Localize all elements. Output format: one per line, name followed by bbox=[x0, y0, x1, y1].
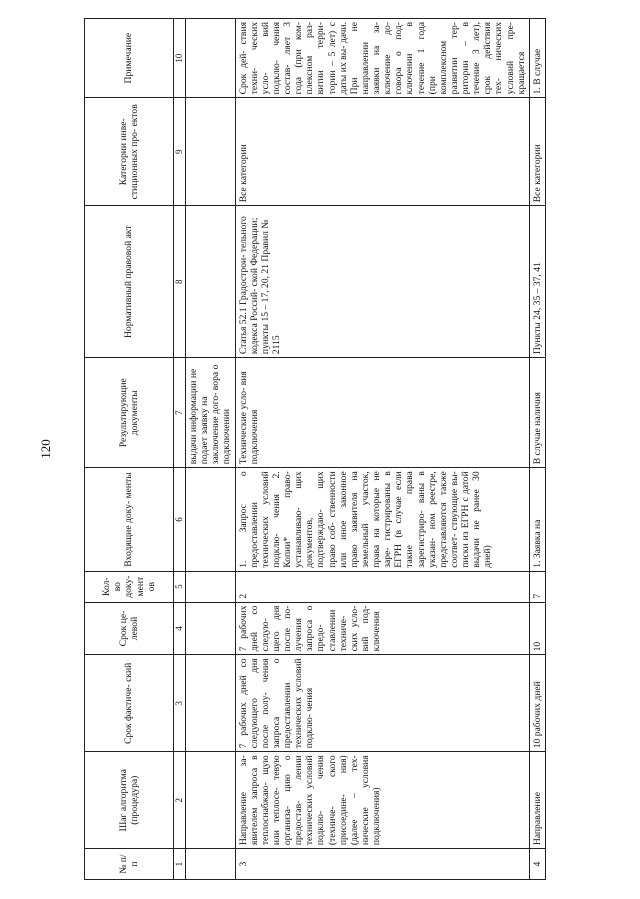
table-cell bbox=[186, 571, 236, 602]
row4-legal-act: Пункты 24, 35 – 37, 41 bbox=[529, 206, 545, 358]
row3-num: 3 bbox=[235, 849, 529, 880]
column-number: 9 bbox=[174, 98, 186, 206]
column-number: 8 bbox=[174, 206, 186, 358]
table-cell bbox=[186, 206, 236, 358]
row4-input-docs: 1. Заявка на bbox=[529, 468, 545, 571]
header-cell-target-term: Срок це- левой bbox=[85, 602, 174, 655]
header-cell-num: № п/п bbox=[85, 849, 174, 880]
column-number: 5 bbox=[174, 571, 186, 602]
rotated-table-container bbox=[84, 18, 556, 880]
header-cell-legal-act: Нормативный правовой акт bbox=[85, 206, 174, 358]
column-number: 10 bbox=[174, 19, 186, 98]
table-cell bbox=[186, 19, 236, 98]
header-cell-note: Примечание bbox=[85, 19, 174, 98]
table-cell bbox=[186, 655, 236, 752]
continuation-row bbox=[186, 19, 236, 880]
header-cell-category: Категории инве- стиционных про- ектов bbox=[85, 98, 174, 206]
column-number: 2 bbox=[174, 752, 186, 849]
row4-num: 4 bbox=[529, 849, 545, 880]
column-number: 7 bbox=[174, 358, 186, 468]
header-cell-doc-count: Кол-во доку- ментов bbox=[85, 571, 174, 602]
table-row-3 bbox=[235, 19, 529, 880]
table-cell bbox=[186, 602, 236, 655]
header-cell-result-docs: Результирующие документы bbox=[85, 358, 174, 468]
row3-actual-term: 7 рабочих дней со следующего дня после полу- чения запроса о предоставлении технических условий подклю- чения bbox=[235, 655, 529, 752]
row3-result-docs: Технические усло- вия подключения bbox=[235, 358, 529, 468]
row3-legal-act: Статья 52.1 Градострои- тельного кодекса Россий- ской Федерации; пункты 15 – 17, 20, 21 Правил № 2115 bbox=[235, 206, 529, 358]
header-row bbox=[85, 19, 174, 880]
column-number: 1 bbox=[174, 849, 186, 880]
header-cell-input-docs: Входящие доку- менты bbox=[85, 468, 174, 571]
row3-doc-count: 2 bbox=[235, 571, 529, 602]
continuation-text: выдачи информации не подает заявку на заключение дого- вора о подключении bbox=[186, 358, 236, 468]
row4-step: Направление bbox=[529, 752, 545, 849]
header-cell-step: Шаг алгоритма (процедура) bbox=[85, 752, 174, 849]
table-cell bbox=[186, 468, 236, 571]
row4-category: Все категории bbox=[529, 98, 545, 206]
column-number: 3 bbox=[174, 655, 186, 752]
table-cell bbox=[186, 98, 236, 206]
table-row-4 bbox=[529, 19, 545, 880]
row3-input-docs: 1. Запрос о предоставлении технических условий подклю- чения 2. Копии* право- устанавливаю- щих документов, подтверждаю- щих право соб- ственности или иное законное право заявителя на земельный участок, права на которые не заре- гистрированы в ЕГРН (в случае если такие права зарегистриро- ваны в указан- ном реестре, представляются также соответ- ствующие вы- писки из ЕГРН с датой выдачи не ранее 30 дней) bbox=[235, 468, 529, 571]
algorithm-table bbox=[84, 18, 546, 880]
row3-target-term: 7 рабочих дней со следую- щего дня после по- лучения запроса о предо- ставлении техниче- ских усло- вий под- ключения bbox=[235, 602, 529, 655]
row4-target-term: 10 bbox=[529, 602, 545, 655]
row4-doc-count: 7 bbox=[529, 571, 545, 602]
column-number: 6 bbox=[174, 468, 186, 571]
page-number: 120 bbox=[37, 439, 53, 459]
column-number-row bbox=[174, 19, 186, 880]
row3-note: Срок дей- ствия техни- ческих усло- вий подклю- чения состав- ляет 3 года (при ком- плексном раз- витии терри- тории – 5 лет) с даты их вы- дачи. При не направлении заявки на за- ключение до- говора о под- ключении в течение 1 года (при комплексном развитии тер- ритории – в течение 3 лет), срок действия тех- нических условий пре- кращается bbox=[235, 19, 529, 98]
column-number: 4 bbox=[174, 602, 186, 655]
row4-note: 1. В случае bbox=[529, 19, 545, 98]
row4-result-docs: В случае наличия bbox=[529, 358, 545, 468]
row4-actual-term: 10 рабочих дней bbox=[529, 655, 545, 752]
table-cell bbox=[186, 752, 236, 849]
table-cell bbox=[186, 849, 236, 880]
row3-step: Направление за- явителем запроса в теплоснабжаю- щую или теплосе- тевую организа- цию о предостав- лении технических условий подклю- чения (техниче- ского присоедине- ния) (далее – тех- нические условия подключения) bbox=[235, 752, 529, 849]
row3-category: Все категории bbox=[235, 98, 529, 206]
header-cell-actual-term: Срок фактиче- ский bbox=[85, 655, 174, 752]
